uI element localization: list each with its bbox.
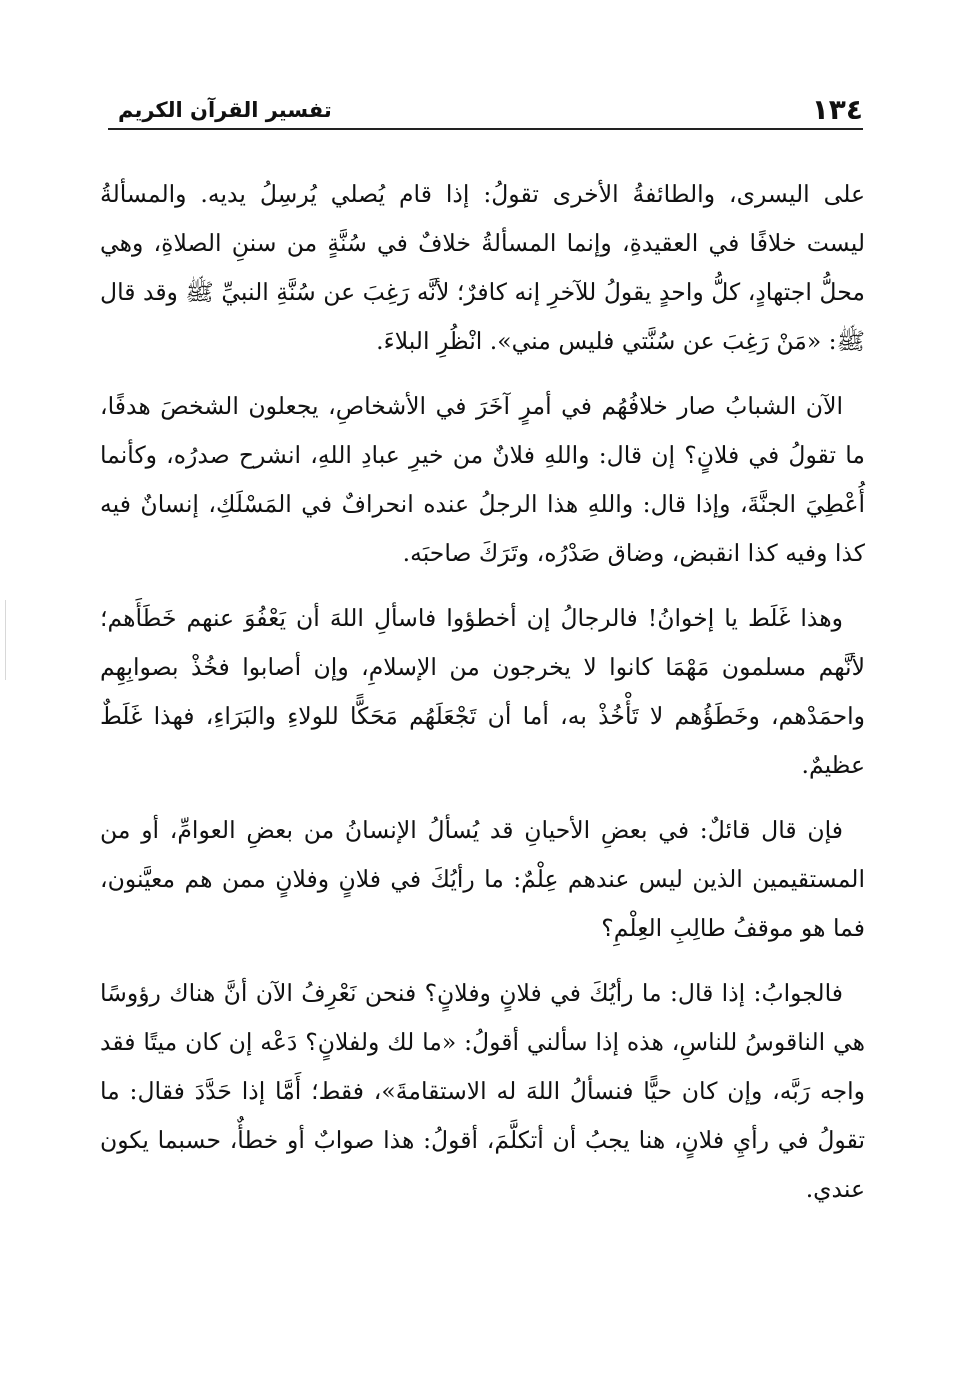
- page-number: ١٣٤: [811, 93, 863, 126]
- body-text: [100, 170, 865, 1230]
- paragraph-4: فإن قال قائلٌ: في بعضِ الأحيانِ قد يُسألُ الإنسانُ من بعضِ العوامِّ، أو من المستقيمين الذين ليس عندهم عِلْمٌ: ما رأيُكَ في فلانٍ وفلانٍ ممن هم معيَّنون، فما هو موقفُ طالِبِ العِلْمِ؟: [100, 816, 865, 942]
- scan-margin-line: [5, 600, 6, 680]
- paragraph-1: على اليسرى، والطائفةُ الأخرى تقولُ: إذا قام يُصلي يُرسِلُ يديه. والمسألةُ ليست خلافًا في العقيدةِ، وإنما المسألةُ خلافٌ في سُنَّةٍ من سننِ الصلاةِ، وهي محلُّ اجتهادٍ، كلُّ واحدٍ يقولُ للآخرِ إنه كافرٌ؛ لأنَّه رَغِبَ عن سُنَّةِ النبيِّ ﷺ وقد قال ﷺ: «مَنْ رَغِبَ عن سُنَّتي فليس مني». انْظُرِ البلاءَ.: [100, 180, 865, 355]
- paragraph-5: فالجوابُ: إذا قال: ما رأيُكَ في فلانٍ وفلانٍ؟ فنحن نَعْرِفُ الآن أنَّ هناك رؤوسًا هي الناقوسُ للناسِ، هذه إذا سألني أقولُ: «ما لك ولفلانٍ؟ دَعْه إن كان ميتًا فقد واجه رَبَّه، وإن كان حيًّا فنسألُ اللهَ له الاستقامةَ»، فقط؛ أَمَّا إذا حَدَّدَ فقال: ما تقولُ في رأيِ فلانٍ، هنا يجبُ أن أتكلَّمَ، أقولُ: هذا صوابٌ أو خطأٌ، حسبما يكون عندي.: [100, 979, 865, 1203]
- paragraph-3: وهذا غَلَط يا إخوانُ! فالرجالُ إن أخطؤوا فاسألِ اللهَ أن يَعْفُوَ عنهم خَطَأَهم؛ لأنَّهم مسلمون مَهْمَا كانوا لا يخرجون من الإسلامِ، وإن أصابوا فخُذْ بصوابِهِم واحمَدْهم، وخَطَؤُهم لا تَأْخُذْ به، أما أن تَجْعَلَهُم مَحَكًّا للولاءِ والبَرَاءِ، فهذا غَلَطٌ عظيمٌ.: [100, 604, 865, 779]
- paragraph-2: الآن الشبابُ صار خلافُهُم في أمرٍ آخَرَ في الأشخاصِ، يجعلون الشخصَ هدفًا، ما تقولُ في فلانٍ؟ إن قال: واللهِ فلانٌ من خيرِ عبادِ اللهِ، انشرح صدرُه، وكأنما أُعْطِيَ الجنَّةَ، وإذا قال: واللهِ هذا الرجلُ عنده انحرافٌ في المَسْلَكِ، إنسانٌ فيه كذا وفيه كذا انقبض، وضاق صَدْرُه، وتَرَكَ صاحبَه.: [100, 392, 865, 567]
- running-title: تفسير القرآن الكريم: [118, 98, 332, 122]
- running-header: [118, 92, 863, 128]
- header-divider: [108, 128, 863, 130]
